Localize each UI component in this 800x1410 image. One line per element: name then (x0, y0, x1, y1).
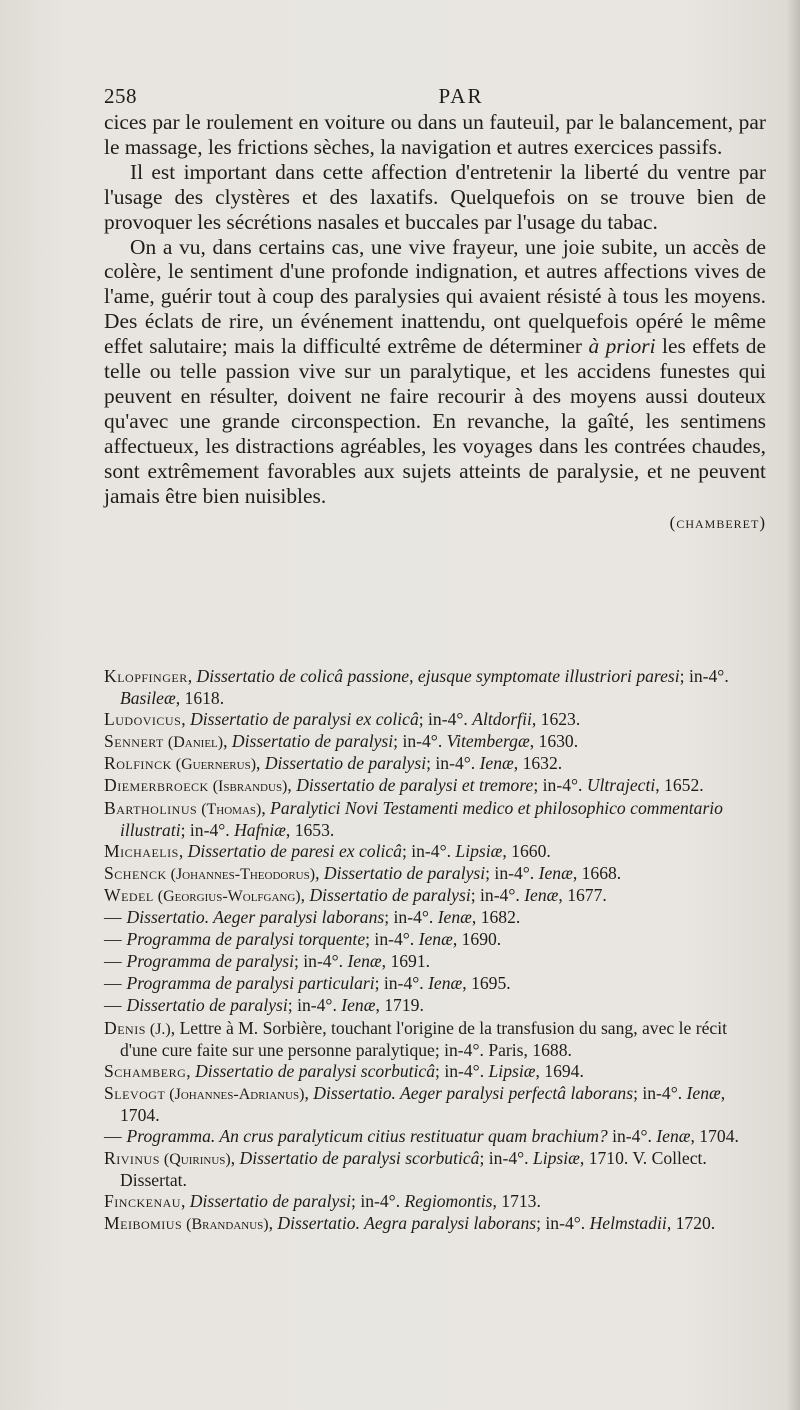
running-head: PAR (438, 84, 484, 108)
bib-title: Dissertatio de paralysi scorbuticâ (239, 1148, 480, 1169)
bib-year: , 1704. (690, 1125, 739, 1146)
bib-format: ; in-4°. (374, 973, 429, 994)
bib-separator: , (256, 753, 265, 774)
bib-place: Helmstadii (589, 1213, 667, 1234)
bib-year: , 1720. (666, 1213, 716, 1234)
bib-separator: , (300, 884, 310, 905)
bib-author: Rolfinck (104, 753, 172, 774)
bib-author: Sennert (104, 731, 164, 752)
bibliography-entry (104, 775, 766, 797)
paragraph-1: cices par le roulement en voiture ou dans un fauteuil, par le balancement, par le massage, les frictions sèches, la navigation et autres exercices passifs. (104, 110, 766, 159)
bib-year: , 1710. V. Collect. Dissertat. (120, 1148, 707, 1191)
bib-author: Michaelis (104, 840, 179, 861)
bib-year: , 1713. (492, 1191, 541, 1212)
bib-format: ; in-4°. (418, 709, 473, 730)
bib-separator: , (304, 1082, 314, 1103)
bib-author-forename: (Quirinus) (159, 1151, 231, 1169)
bibliography-entry (104, 1213, 766, 1235)
bib-place: Lipsiæ (455, 840, 503, 861)
bib-format: ; in-4°. (479, 1148, 533, 1169)
bib-title: Programma. An crus paralyticum citius restituatur quam brachium? (126, 1125, 608, 1146)
bib-format: in-4°. (607, 1125, 657, 1146)
bibliography-entry (104, 709, 766, 731)
bib-title: Dissertatio. Aeger paralysi perfectâ laborans (313, 1082, 634, 1103)
bibliography-entry (104, 841, 766, 863)
bib-title: Dissertatio de paralysi (309, 884, 471, 905)
bib-author: — (104, 995, 123, 1016)
bib-author-forename: (Thomas) (197, 800, 262, 818)
page-header (104, 84, 768, 112)
page-number: 258 (104, 84, 137, 108)
bib-author: — (104, 929, 123, 950)
bib-author: Finckenau (104, 1191, 181, 1212)
bib-place: Lipsiæ (532, 1148, 580, 1169)
bib-author: Schamberg (104, 1060, 187, 1081)
bib-author: — (104, 951, 123, 972)
bib-year: Paris, 1688. (488, 1039, 572, 1060)
bibliography (104, 666, 766, 1235)
bib-format: ; in-4°. (435, 1060, 489, 1081)
bib-place: Altdorfii (472, 709, 532, 730)
bib-year: , 1660. (502, 840, 551, 861)
bib-format: ; in-4°. (426, 753, 480, 774)
bib-year: , 1632. (513, 753, 563, 774)
bib-separator: , (187, 666, 197, 686)
bib-author: Denis (104, 1017, 146, 1038)
bibliography-entry (104, 995, 766, 1017)
bib-separator: , (315, 862, 324, 883)
bib-separator: , (180, 1191, 190, 1212)
bib-format: ; in-4°. (401, 840, 456, 861)
bib-author-forename: (Johannes-Theodorus) (166, 865, 316, 883)
bib-place: Ienæ (418, 929, 453, 950)
bib-author: — (104, 1125, 123, 1146)
bib-title: Dissertatio de paralysi (231, 731, 394, 752)
paragraph-3-italic: à priori (588, 334, 656, 359)
bib-place: Ienæ (479, 753, 514, 774)
bib-year: , 1694. (535, 1060, 584, 1081)
bib-separator: , (181, 709, 191, 730)
bib-year: , 1695. (462, 973, 511, 994)
bib-year: , 1704. (120, 1082, 726, 1125)
bib-title: Dissertatio de paralysi et tremore (296, 775, 534, 796)
paragraph-3 (104, 235, 766, 509)
bib-place: Hafniæ (234, 819, 286, 840)
bib-title: Dissertatio de colicâ passione, ejusque symptomate illustriori paresi (196, 666, 680, 686)
bibliography-entry (104, 1061, 766, 1083)
bib-place: Lipsiæ (488, 1060, 536, 1081)
bib-author-forename: (Guernerus) (171, 756, 257, 774)
bibliography-entry (104, 1083, 766, 1126)
bib-title: Dissertatio de paresi ex colicâ (187, 840, 402, 861)
bib-year: , 1630. (529, 731, 579, 752)
bib-place: Ultrajecti (586, 775, 656, 796)
bib-author: Slevogt (104, 1082, 166, 1103)
bib-author: Diemerbroeck (104, 775, 209, 796)
bib-title: Dissertatio. Aegra paralysi laborans (277, 1213, 537, 1234)
bib-separator: , (268, 1213, 278, 1234)
bibliography-entry (104, 885, 766, 907)
body-text (104, 110, 766, 536)
bib-place: Ienæ (347, 951, 382, 972)
bibliography-entry (104, 753, 766, 775)
bib-format: ; in-4°. (384, 907, 438, 928)
bib-title: Dissertatio de paralysi (323, 862, 486, 883)
bib-author: Schenck (104, 862, 167, 883)
bib-place: Ienæ (341, 995, 376, 1016)
bibliography-entry (104, 1148, 766, 1191)
bib-place: Ienæ (524, 884, 559, 905)
bib-place: Ienæ (428, 973, 463, 994)
bib-format: ; in-4°. (470, 884, 525, 905)
bib-year: , 1652. (655, 775, 704, 796)
bibliography-entry (104, 973, 766, 995)
bib-place: Ienæ (656, 1125, 691, 1146)
bib-author: Klopfinger (104, 666, 188, 686)
bib-author: Rivinus (104, 1148, 160, 1169)
bib-year: , 1623. (531, 709, 581, 730)
page-gutter-shadow (786, 0, 800, 1410)
bib-title: Programma de paralysi particulari (126, 973, 375, 994)
bib-year: , 1691. (381, 951, 431, 972)
bib-author-forename: (Daniel) (163, 734, 224, 752)
bibliography-entry (104, 1126, 766, 1148)
bib-author: Wedel (104, 884, 154, 905)
paragraph-3-before: On a vu, dans certains cas, une vive frayeur, une joie subite, un accès de colère, le sentiment d'une profonde indignation, et autres affections vives de l'ame, guérir tout à coup des paralysies qui avaient résisté à tous les moyens. Des éclats de rire, un événement inattendu, ont quelquefois opéré le même effet salutaire; mais la difficulté extrême de déterminer (104, 234, 766, 359)
bib-title: Programma de paralysi (126, 951, 294, 972)
bibliography-entry (104, 1018, 766, 1061)
bib-author-forename: (J.) (145, 1020, 171, 1038)
bib-year: , 1690. (452, 929, 502, 950)
bibliography-entry (104, 798, 766, 841)
author-signature: (chamberet) (669, 512, 766, 532)
bib-year: , 1653. (285, 819, 335, 840)
bibliography-entry (104, 863, 766, 885)
bibliography-entry (104, 731, 766, 753)
bib-author-forename: (Brandanus) (182, 1216, 269, 1234)
bib-format: ; in-4°. (485, 862, 539, 883)
paragraph-3-after: les effets de telle ou telle passion vive sur un paralytique, et les accidens funestes qui peuvent en résulter, doivent ne faire recourir à des moyens aussi douteux qu'avec une grande circonspection. En revanche, la gaîté, les sentimens affectueux, les distractions agréables, les voyages dans les contrées chaudes, sont extrêmement favorables aux sujets atteints de paralysie, et ne peuvent jamais être bien nuisibles. (104, 334, 766, 508)
bib-year: , 1682. (471, 907, 521, 928)
bibliography-entry (104, 929, 766, 951)
bib-title: Paralytici Novi Testamenti medico et philosophico commentario illustrati (120, 797, 723, 840)
bib-format: ; in-4°. (536, 1213, 590, 1234)
bib-place: Ienæ (686, 1082, 721, 1103)
bib-year: , 1618. (175, 688, 225, 709)
bib-format: ; in-4°. (393, 731, 447, 752)
bib-author-forename: (Johannes-Adrianus) (165, 1085, 305, 1103)
bibliography-entry (104, 1191, 766, 1213)
bib-author: Ludovicus (104, 709, 182, 730)
bib-separator: , (178, 840, 188, 861)
bib-author: Bartholinus (104, 797, 198, 818)
bib-place: Ienæ (437, 907, 472, 928)
bib-separator: , (186, 1060, 196, 1081)
bib-format: ; in-4°. (679, 666, 729, 686)
bib-author-forename: (Isbrandus) (208, 778, 288, 796)
bib-title: Dissertatio de paralysi (189, 1191, 352, 1212)
bib-format: ; in-4°. (293, 951, 348, 972)
bib-title: Dissertatio de paralysi ex colicâ (190, 709, 419, 730)
bibliography-entry (104, 951, 766, 973)
bib-format: ; in-4°. (365, 929, 419, 950)
bib-year: , 1719. (375, 995, 424, 1016)
bibliography-entry (104, 666, 766, 709)
bibliography-entry (104, 907, 766, 929)
bib-format: ; in-4°. (633, 1082, 687, 1103)
bib-format: ; in-4°. (287, 995, 342, 1016)
bib-separator: , (261, 797, 271, 818)
bib-title: Dissertatio. Aeger paralysi laborans (126, 907, 385, 928)
bib-separator: , (230, 1148, 240, 1169)
bib-format: ; in-4°. (351, 1191, 405, 1212)
bib-separator: , (287, 775, 297, 796)
bib-format: , Lettre à M. Sorbière, touchant l'origine de la transfusion du sang, avec le récit d'une cure faite sur une personne paralytique; in-4°. (120, 1017, 727, 1060)
bib-year: , 1677. (558, 884, 607, 905)
bib-title: Programma de paralysi torquente (126, 929, 366, 950)
bib-year: , 1668. (572, 862, 622, 883)
bib-title: Dissertatio de paralysi scorbuticâ (195, 1060, 436, 1081)
bib-author: Meibomius (104, 1213, 183, 1234)
bib-format: ; in-4°. (533, 775, 587, 796)
bib-place: Basileæ (120, 688, 176, 709)
bib-author: — (104, 973, 123, 994)
bib-place: Ienæ (538, 862, 573, 883)
bib-format: ; in-4°. (180, 819, 235, 840)
bib-title: Dissertatio de paralysi (264, 753, 427, 774)
bib-author-forename: (Georgius-Wolfgang) (153, 887, 301, 905)
paragraph-2: Il est important dans cette affection d'entretenir la liberté du ventre par l'usage des clystères et des laxatifs. Quelquefois on se trouve bien de provoquer les sécrétions nasales et buccales par l'usage du tabac. (104, 159, 766, 234)
bib-title: Dissertatio de paralysi (126, 995, 288, 1016)
bib-place: Regiomontis (404, 1191, 493, 1212)
bib-author: — (104, 907, 123, 928)
bib-place: Vitembergæ (446, 731, 530, 752)
bib-separator: , (223, 731, 232, 752)
